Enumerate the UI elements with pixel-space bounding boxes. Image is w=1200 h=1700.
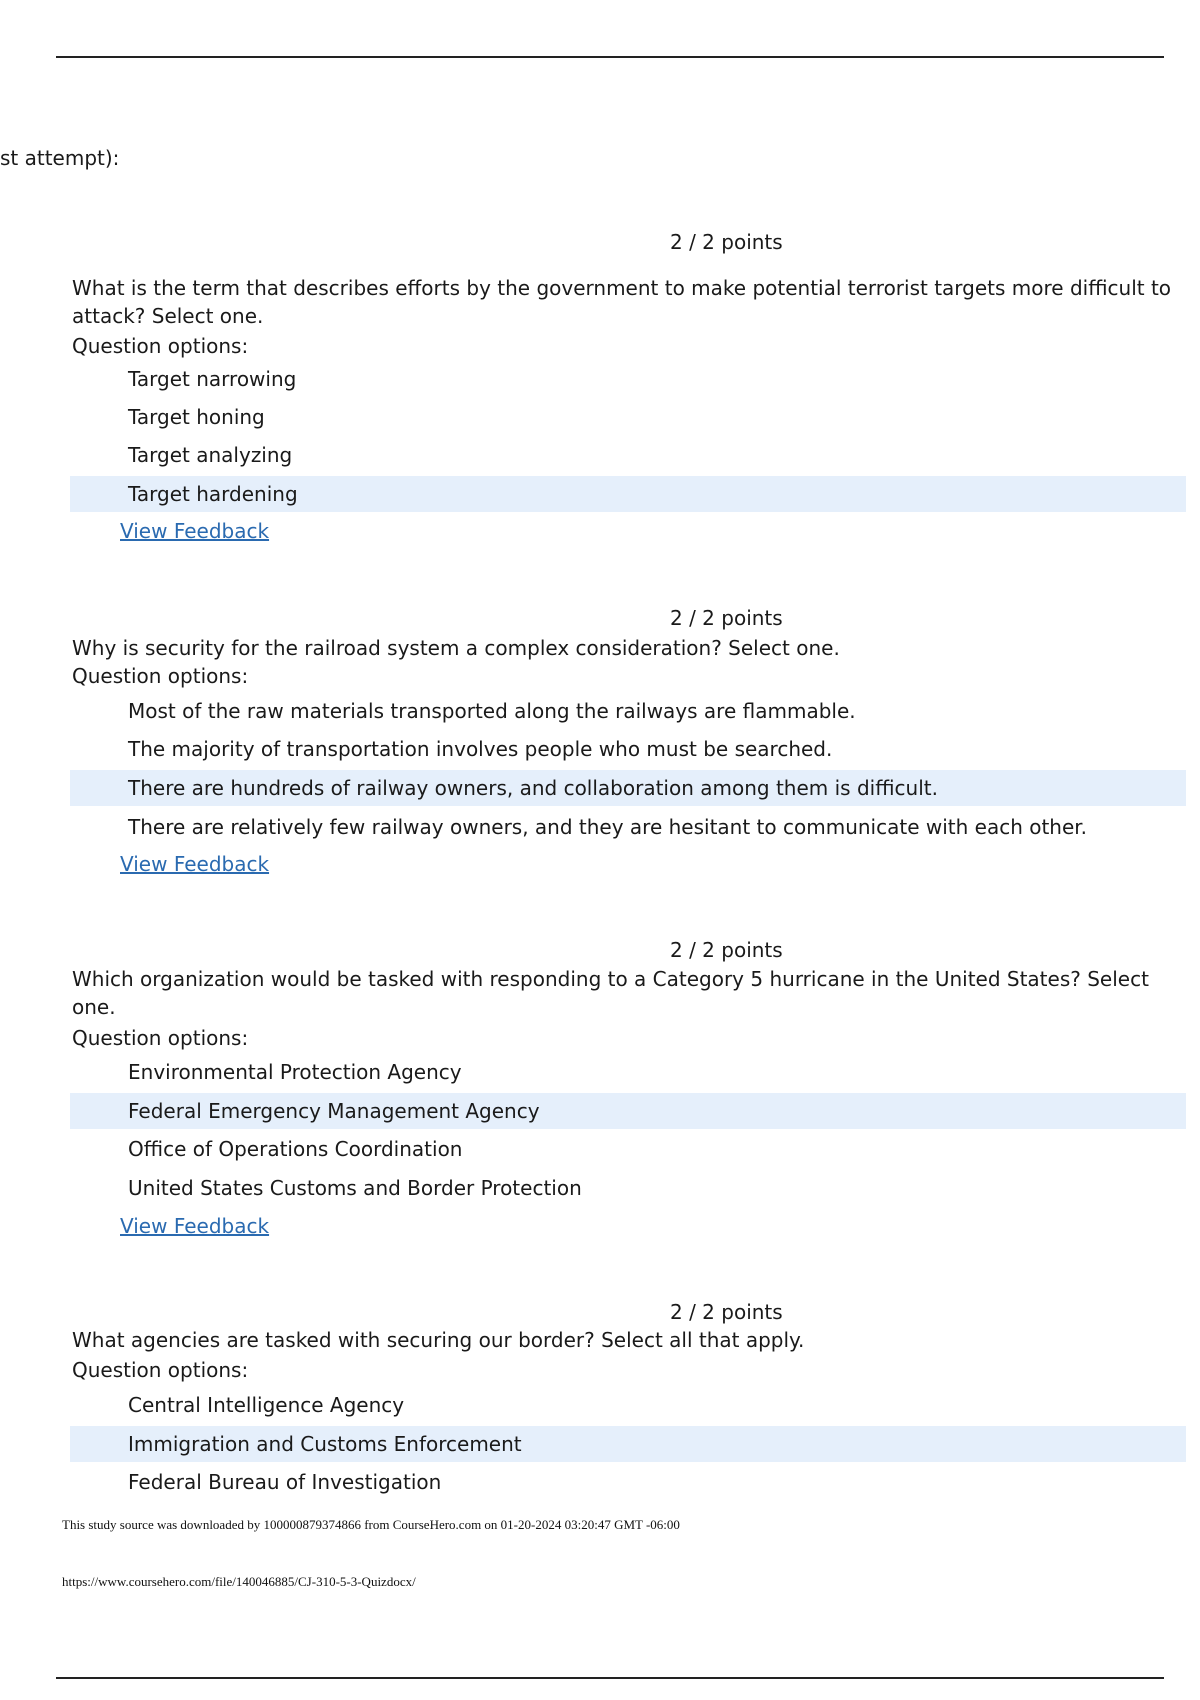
question-text: Why is security for the railroad system a complex consideration? Select one. (72, 636, 840, 660)
bottom-rule (56, 1677, 1164, 1679)
option-item-selected: Immigration and Customs Enforcement (70, 1426, 1186, 1462)
download-notice: This study source was downloaded by 100000879374866 from CourseHero.com on 01-20-2024 03:20:47 GMT -06:00 (62, 1517, 680, 1532)
option-item-selected: Target hardening (70, 476, 1186, 512)
points-score: 2 / 2 points (670, 1300, 783, 1324)
question-text: Which organization would be tasked with responding to a Category 5 hurricane in the United States? Select one. (72, 967, 1149, 1019)
option-item: The majority of transportation involves people who must be searched. (128, 737, 833, 761)
view-feedback-link[interactable]: View Feedback (120, 852, 270, 876)
option-item-selected: Federal Emergency Management Agency (70, 1093, 1186, 1129)
option-item: Central Intelligence Agency (128, 1393, 405, 1417)
option-item-selected: There are hundreds of railway owners, and collaboration among them is difficult. (70, 770, 1186, 806)
top-rule (56, 56, 1164, 58)
question-options-label: Question options: (72, 1358, 249, 1382)
attempt-label: st attempt): (0, 146, 120, 170)
option-item: Environmental Protection Agency (128, 1060, 462, 1084)
points-score: 2 / 2 points (670, 938, 783, 962)
question-options-label: Question options: (72, 334, 249, 358)
option-item: Office of Operations Coordination (128, 1137, 463, 1161)
question-text: What is the term that describes efforts by the government to make potential terrorist targets more difficult to attack? Select one. (72, 276, 1172, 328)
question-options-label: Question options: (72, 664, 249, 688)
option-item: United States Customs and Border Protection (128, 1176, 582, 1200)
option-item: Target honing (128, 405, 265, 429)
option-item: Federal Bureau of Investigation (128, 1470, 442, 1494)
question-text: What agencies are tasked with securing our border? Select all that apply. (72, 1328, 805, 1352)
option-item: Target narrowing (128, 367, 297, 391)
view-feedback-link[interactable]: View Feedback (120, 1214, 270, 1238)
option-item: Most of the raw materials transported along the railways are flammable. (128, 699, 856, 723)
points-score: 2 / 2 points (670, 230, 783, 254)
source-url: https://www.coursehero.com/file/140046885/CJ-310-5-3-Quizdocx/ (62, 1574, 416, 1589)
question-options-label: Question options: (72, 1026, 249, 1050)
option-item: Target analyzing (128, 443, 293, 467)
view-feedback-link[interactable]: View Feedback (120, 519, 270, 543)
points-score: 2 / 2 points (670, 606, 783, 630)
option-item: There are relatively few railway owners, and they are hesitant to communicate with each other. (128, 815, 1088, 839)
